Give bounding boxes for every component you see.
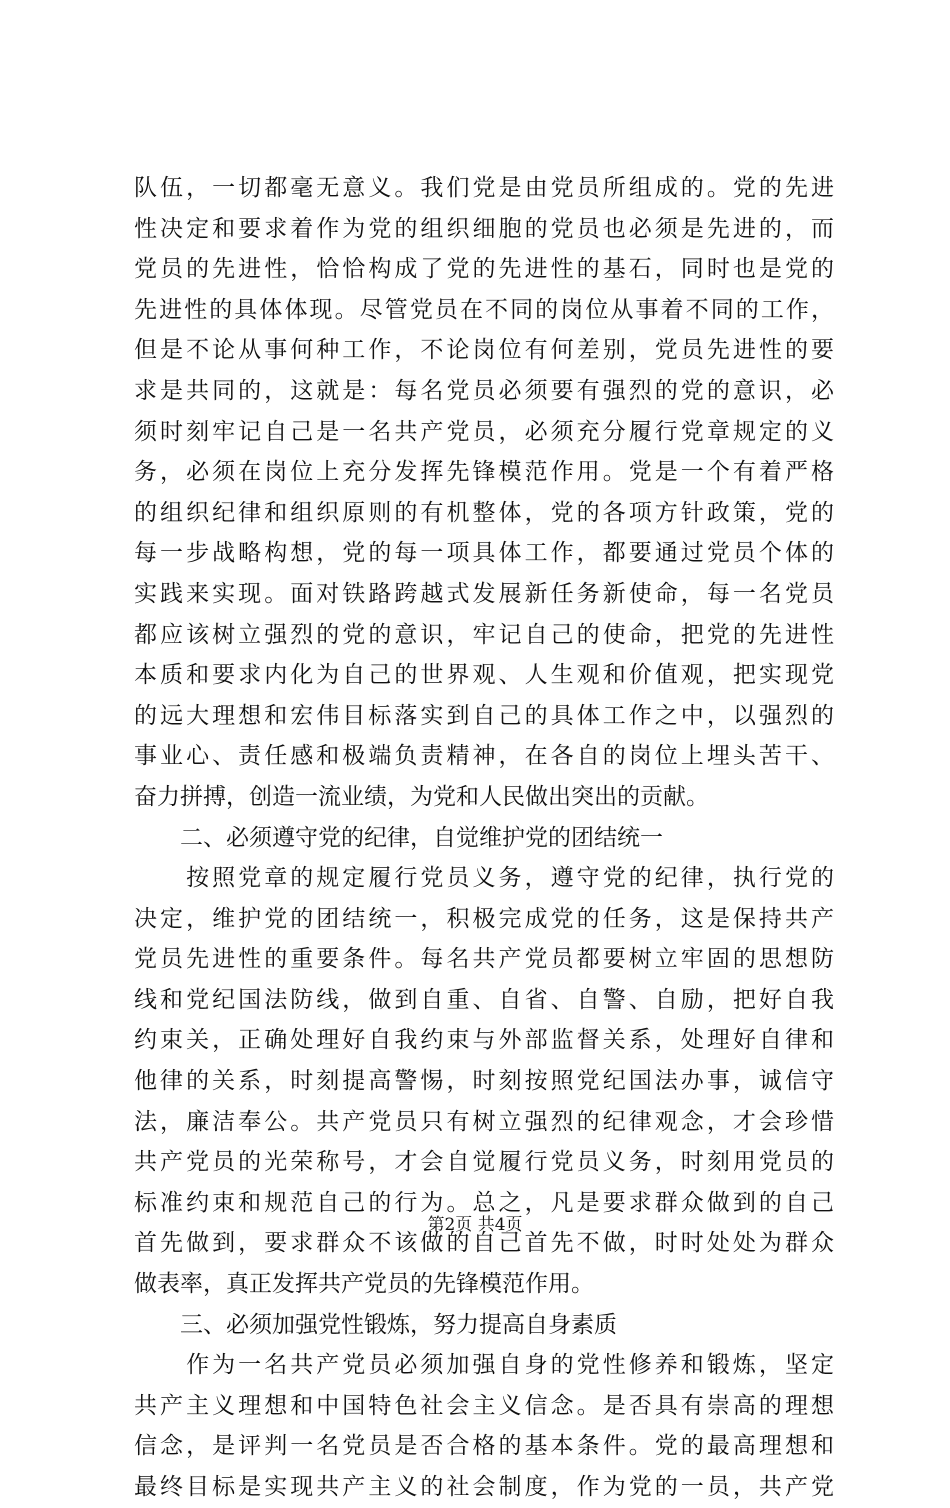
text-line: 共产主义理想和中国特色社会主义信念。是否具有崇高的理想 bbox=[134, 1392, 834, 1419]
text-line: 作为一名共产党员必须加强自身的党性修养和锻炼，坚定 bbox=[134, 1352, 834, 1379]
text-line: 求是共同的，这就是：每名党员必须要有强烈的党的意识，必 bbox=[134, 377, 834, 404]
text-line: 信念，是评判一名党员是否合格的基本条件。党的最高理想和 bbox=[134, 1433, 834, 1460]
text-line: 最终目标是实现共产主义的社会制度，作为党的一员，共产党 bbox=[134, 1474, 834, 1500]
text-line: 实践来实现。面对铁路跨越式发展新任务新使命，每一名党员 bbox=[134, 580, 834, 607]
text-line: 法，廉洁奉公。共产党员只有树立强烈的纪律观念，才会珍惜 bbox=[134, 1108, 834, 1135]
text-line: 做表率，真正发挥共产党员的先锋模范作用。 bbox=[134, 1271, 594, 1298]
text-line: 约束关，正确处理好自我约束与外部监督关系，处理好自律和 bbox=[134, 1027, 834, 1054]
text-line: 但是不论从事何种工作，不论岗位有何差别，党员先进性的要 bbox=[134, 337, 834, 364]
text-line: 先进性的具体体现。尽管党员在不同的岗位从事着不同的工作， bbox=[134, 296, 834, 323]
document-body bbox=[134, 168, 834, 1508]
page-footer: 第2页 共4页 bbox=[427, 1215, 523, 1235]
text-line: 他律的关系，时刻提高警惕，时刻按照党纪国法办事，诚信守 bbox=[134, 1068, 834, 1095]
text-line: 共产党员的光荣称号，才会自觉履行党员义务，时刻用党员的 bbox=[134, 1149, 834, 1176]
text-line: 都应该树立强烈的党的意识，牢记自己的使命，把党的先进性 bbox=[134, 621, 834, 648]
text-line: 队伍，一切都毫无意义。我们党是由党员所组成的。党的先进 bbox=[134, 175, 834, 201]
text-line: 按照党章的规定履行党员义务，遵守党的纪律，执行党的 bbox=[134, 865, 834, 892]
text-line: 首先做到，要求群众不该做的自己首先不做，时时处处为群众 bbox=[134, 1230, 834, 1257]
text-line: 线和党纪国法防线，做到自重、自省、自警、自励，把好自我 bbox=[134, 986, 834, 1013]
text-line: 标准约束和规范自己的行为。总之，凡是要求群众做到的自己 bbox=[134, 1189, 834, 1216]
text-line: 务，必须在岗位上充分发挥先锋模范作用。党是一个有着严格 bbox=[134, 459, 834, 486]
text-line: 的远大理想和宏伟目标落实到自己的具体工作之中，以强烈的 bbox=[134, 702, 834, 729]
text-line: 奋力拼搏，创造一流业绩，为党和人民做出突出的贡献。 bbox=[134, 783, 709, 810]
text-line: 本质和要求内化为自己的世界观、人生观和价值观，把实现党 bbox=[134, 662, 834, 689]
text-line: 党员先进性的重要条件。每名共产党员都要树立牢固的思想防 bbox=[134, 946, 834, 973]
text-line: 性决定和要求着作为党的组织细胞的党员也必须是先进的，而 bbox=[134, 215, 834, 242]
text-line: 三、必须加强党性锻炼，努力提高自身素质 bbox=[134, 1311, 617, 1338]
text-line: 党员的先进性，恰恰构成了党的先进性的基石，同时也是党的 bbox=[134, 256, 834, 283]
text-line: 二、必须遵守党的纪律，自觉维护党的团结统一 bbox=[134, 824, 663, 851]
text-line: 事业心、责任感和极端负责精神，在各自的岗位上埋头苦干、 bbox=[134, 743, 834, 770]
text-line: 须时刻牢记自己是一名共产党员，必须充分履行党章规定的义 bbox=[134, 418, 834, 445]
text-line: 每一步战略构想，党的每一项具体工作，都要通过党员个体的 bbox=[134, 540, 834, 567]
text-line: 决定，维护党的团结统一，积极完成党的任务，这是保持共产 bbox=[134, 905, 834, 932]
text-line: 的组织纪律和组织原则的有机整体，党的各项方针政策，党的 bbox=[134, 499, 834, 526]
